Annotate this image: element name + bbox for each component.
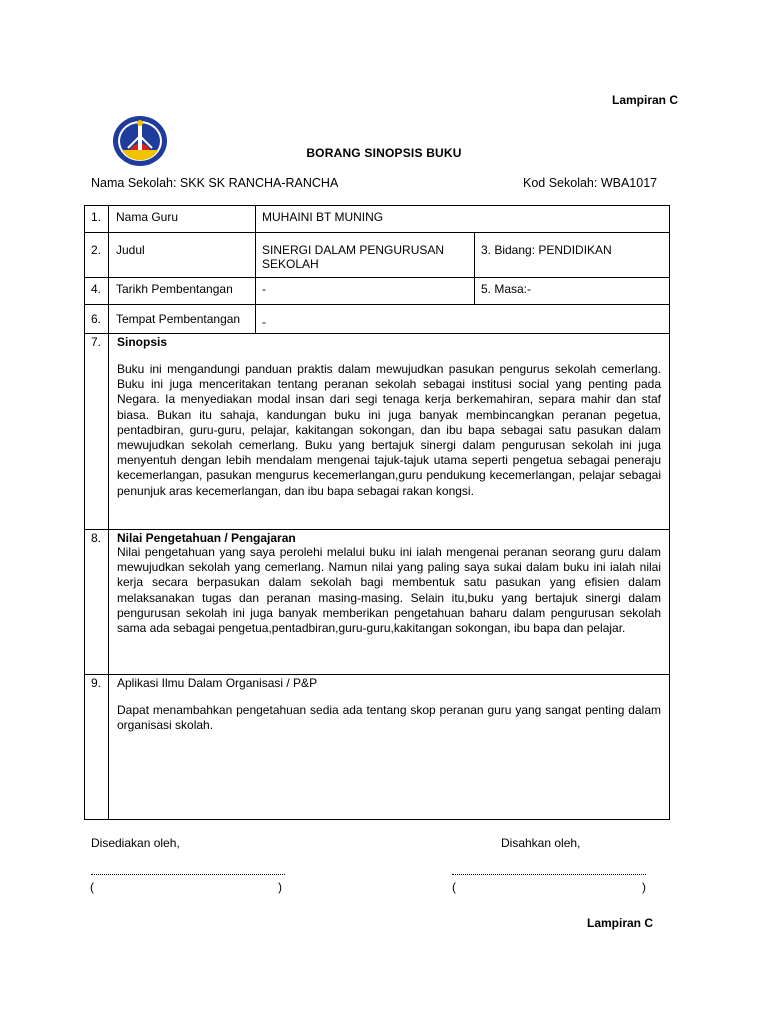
approved-by-paren-open: ( — [452, 880, 456, 894]
row-number: 7. — [85, 334, 109, 530]
field-label: Nama Guru — [109, 206, 256, 233]
row-number: 1. — [85, 206, 109, 233]
approved-by-label: Disahkan oleh, — [501, 836, 581, 850]
ministry-logo — [108, 112, 172, 170]
section-heading: Nilai Pengetahuan / Pengajaran — [117, 531, 296, 545]
row-presentation-place — [85, 305, 670, 334]
school-name: Nama Sekolah: SKK SK RANCHA-RANCHA — [91, 176, 339, 190]
approved-by-paren-close: ) — [642, 880, 646, 894]
knowledge-value-text: Nilai pengetahuan yang saya perolehi melalui buku ini ialah mengenai peranan seorang guru dalam mewujudkan sekolah yang cemerlang. Namun nilai yang paling saya sukai dalam buku ini ialah nilai kerja secara berpasukan dalam sekolah bagi membentuk satu pasukan yang efisien dalam melaksanakan tugas dan peranan masing-masing. Selain itu,buku yang bertajuk sinergi dalam pengurusan sekolah ini juga banyak memberikan pengetahuan baharu dalam pengurusan sekolah sama ada sebagai pengetua,pentadbiran,guru-guru,kakitangan sokongan, ibu bapa dan pelajar. — [117, 545, 661, 636]
presentation-date-value: - — [256, 278, 475, 305]
presentation-place-value: - — [256, 305, 670, 334]
field-value-bidang: 3. Bidang: PENDIDIKAN — [475, 233, 670, 278]
application-text: Dapat menambahkan pengetahuan sedia ada tentang skop peranan guru yang sangat penting dalam organisasi skolah. — [117, 703, 661, 733]
row-synopsis — [85, 334, 670, 530]
row-number: 8. — [85, 530, 109, 675]
form-title: BORANG SINOPSIS BUKU — [306, 146, 462, 160]
row-number: 9. — [85, 675, 109, 820]
lampiran-label-bottom: Lampiran C — [587, 916, 654, 930]
school-code: Kod Sekolah: WBA1017 — [523, 176, 658, 190]
row-title — [85, 233, 670, 278]
section-heading: Aplikasi Ilmu Dalam Organisasi / P&P — [117, 676, 318, 690]
row-number: 6. — [85, 305, 109, 334]
row-presentation-date — [85, 278, 670, 305]
row-teacher-name — [85, 206, 670, 233]
field-value-masa: 5. Masa:- — [475, 278, 670, 305]
field-label: Tempat Pembentangan — [109, 305, 256, 334]
row-application — [85, 675, 670, 820]
teacher-name-value: MUHAINI BT MUNING — [256, 206, 670, 233]
prepared-by-signature-line — [91, 874, 285, 875]
synopsis-form-table — [84, 205, 670, 820]
row-number: 4. — [85, 278, 109, 305]
section-heading: Sinopsis — [117, 335, 168, 349]
book-title-value: SINERGI DALAM PENGURUSAN SEKOLAH — [256, 233, 475, 278]
lampiran-label-top: Lampiran C — [611, 93, 678, 107]
approved-by-signature-line — [452, 874, 646, 875]
synopsis-text: Buku ini mengandungi panduan praktis dalam mewujudkan pasukan pengurus sekolah cemerlang. Buku ini juga menceritakan tentang peranan sekolah sebagai institusi social yang penting pada Negara. Ia menyediakan modal insan dari segi tenaga kerja berkemahiran, separa mahir dan staf biasa. Bukan itu sahaja, kandungan buku ini juga banyak membincangkan peranan pegetua, pentadbiran, guru-guru, pelajar, kakitangan sokongan, dan ibu bapa sebagai satu pasukan dalam mewujudkan sekolah cemerlang. Buku yang bertajuk sinergi dalam pengurusan sekolah ini juga menyentuh dengan lebih mendalam mengenai tajuk-tajuk utama seperti pengetua sebagai peneraju kecemerlangan, pasukan mengurus kecemerlangan,guru pendukung kecemerlangan, pelajar sebagai penunjuk aras kecemerlangan, dan ibu bapa sebagai rakan kongsi. — [117, 362, 661, 498]
prepared-by-paren-open: ( — [90, 880, 94, 894]
prepared-by-label: Disediakan oleh, — [91, 836, 180, 850]
field-label: Tarikh Pembentangan — [109, 278, 256, 305]
row-number: 2. — [85, 233, 109, 278]
prepared-by-paren-close: ) — [278, 880, 282, 894]
row-knowledge-value — [85, 530, 670, 675]
field-label: Judul — [109, 233, 256, 278]
